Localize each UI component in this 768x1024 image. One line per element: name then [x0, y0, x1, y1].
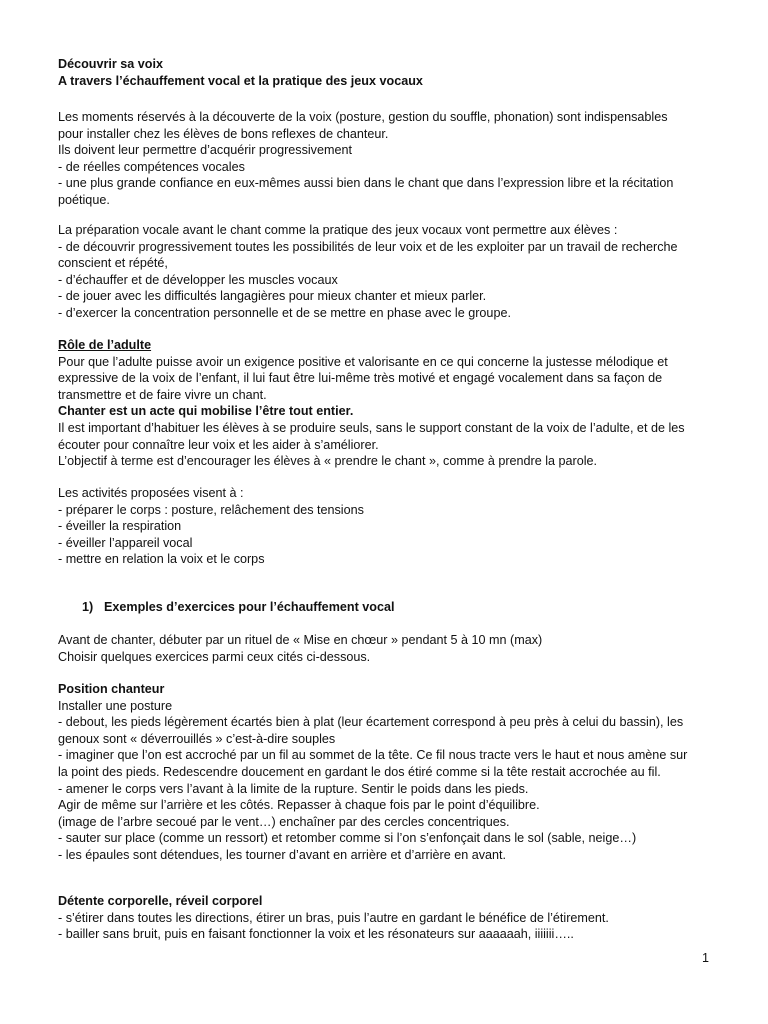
detente-section	[58, 893, 710, 943]
ritual-paragraph	[58, 632, 710, 665]
text-line: pour installer chez les élèves de bons reflexes de chanteur.	[58, 126, 389, 141]
list-item: - préparer le corps : posture, relâchement des tensions	[58, 502, 364, 517]
text-line: transmettre et de faire vivre un chant.	[58, 387, 267, 402]
document-title: Découvrir sa voix	[58, 57, 163, 71]
text-line: Il est important d’habituer les élèves à se produire seuls, sans le support constant de la voix de l’adulte, et de les	[58, 420, 685, 435]
heading-text: Exemples d’exercices pour l’échauffement vocal	[104, 600, 395, 614]
text-line: conscient et répété,	[58, 256, 168, 271]
list-item: - sauter sur place (comme un ressort) et retomber comme si l’on s’enfonçait dans le sol (sable, neige…)	[58, 831, 637, 846]
text-line: Les activités proposées visent à :	[58, 486, 244, 500]
heading-number: 1)	[82, 600, 94, 614]
text-line: la point des pieds. Redescendre doucement en gardant le dos étiré comme si la tête restait accrochée au fil.	[58, 764, 661, 779]
text-line: (image de l’arbre secoué par le vent…) enchaîner par des cercles concentriques.	[58, 814, 510, 829]
text-line: Ils doivent leur permettre d’acquérir progressivement	[58, 143, 352, 158]
text-line: genoux sont « déverrouillés » c’est-à-dire souples	[58, 731, 336, 746]
list-item: - éveiller la respiration	[58, 519, 182, 534]
activities-list	[58, 485, 710, 568]
page-number: 1	[702, 951, 710, 965]
document-subtitle: A travers l’échauffement vocal et la pratique des jeux vocaux	[58, 73, 423, 88]
text-line: poétique.	[58, 192, 110, 207]
text-line: Choisir quelques exercices parmi ceux cités ci-dessous.	[58, 649, 371, 664]
list-item: - mettre en relation la voix et le corps	[58, 552, 265, 567]
list-item: - les épaules sont détendues, les tourner d’avant en arrière et d’arrière en avant.	[58, 847, 507, 862]
section-heading: Rôle de l’adulte	[58, 338, 152, 352]
list-item: - d’échauffer et de développer les muscles vocaux	[58, 272, 338, 287]
section-heading: Détente corporelle, réveil corporel	[58, 894, 263, 908]
list-item: - s’étirer dans toutes les directions, étirer un bras, puis l’autre en gardant le bénéfice de l’étirement.	[58, 910, 609, 925]
document-header	[58, 56, 710, 89]
preparation-paragraph	[58, 222, 710, 322]
text-line: écouter pour connaître leur voix et les aider à s’améliorer.	[58, 437, 379, 452]
emphasis-line: Chanter est un acte qui mobilise l’être tout entier.	[58, 404, 354, 419]
section-heading: Position chanteur	[58, 682, 165, 696]
text-line: L’objectif à terme est d’encourager les élèves à « prendre le chant », comme à prendre la parole.	[58, 454, 598, 469]
text-line: Agir de même sur l’arrière et les côtés. Repasser à chaque fois par le point d’équilibre.	[58, 798, 540, 813]
text-line: expressive de la voix de l’enfant, il lui faut être lui-même très motivé et engagé vocalement dans sa façon de	[58, 371, 663, 386]
list-item: - bailler sans bruit, puis en faisant fonctionner la voix et les résonateurs sur aaaaaah, iiiiiii…..	[58, 927, 574, 942]
role-section	[58, 337, 710, 470]
list-item: - amener le corps vers l’avant à la limite de la rupture. Sentir le poids dans les pieds.	[58, 781, 529, 796]
numbered-heading	[0, 599, 768, 616]
intro-paragraph	[58, 109, 710, 209]
list-item: - de jouer avec les difficultés langagières pour mieux chanter et mieux parler.	[58, 289, 487, 304]
text-line: Pour que l’adulte puisse avoir un exigence positive et valorisante en ce qui concerne la justesse mélodique et	[58, 354, 668, 369]
position-section	[58, 681, 710, 864]
text-line: Les moments réservés à la découverte de la voix (posture, gestion du souffle, phonation) sont indispensables	[58, 110, 668, 124]
text-line: La préparation vocale avant le chant comme la pratique des jeux vocaux vont permettre aux élèves :	[58, 223, 618, 237]
list-item: - imaginer que l’on est accroché par un fil au sommet de la tête. Ce fil nous tracte vers le haut et nous amène sur	[58, 748, 688, 763]
list-item: - éveiller l’appareil vocal	[58, 535, 193, 550]
list-item: - debout, les pieds légèrement écartés bien à plat (leur écartement correspond à peu près à celui du bassin), les	[58, 715, 684, 730]
list-item: - une plus grande confiance en eux-mêmes aussi bien dans le chant que dans l’expression libre et la récitation	[58, 176, 674, 191]
text-line: Installer une posture	[58, 698, 173, 713]
list-item: - de découvrir progressivement toutes les possibilités de leur voix et de les exploiter par un travail de recherche	[58, 239, 678, 254]
list-item: - d’exercer la concentration personnelle et de se mettre en phase avec le groupe.	[58, 305, 511, 320]
text-line: Avant de chanter, débuter par un rituel de « Mise en chœur » pendant 5 à 10 mn (max)	[58, 633, 543, 647]
list-item: - de réelles compétences vocales	[58, 159, 245, 174]
